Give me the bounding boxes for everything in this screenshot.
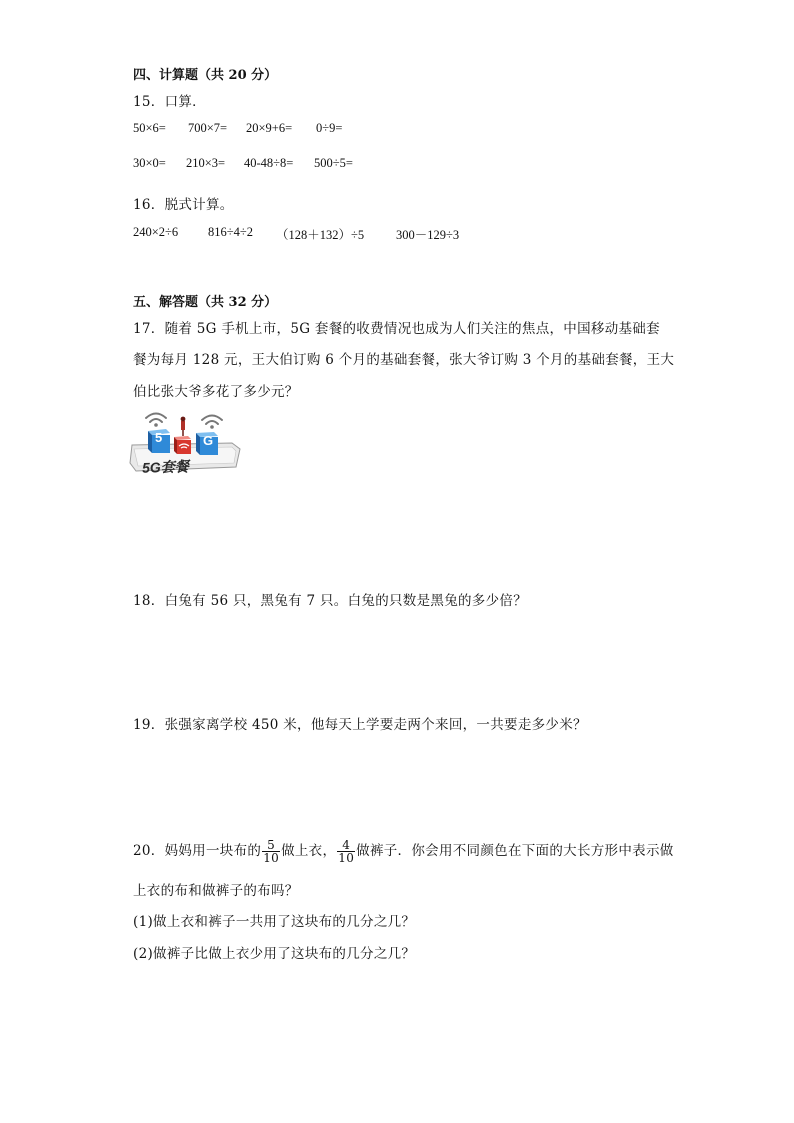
q20-mid: 做上衣， — [281, 843, 337, 859]
q15-item: 500÷5= — [314, 156, 353, 170]
q15-label: 15．口算． — [133, 94, 206, 110]
fraction-denominator: 10 — [338, 851, 355, 865]
q20-suffix: 做裤子．你会用不同颜色在下面的大长方形中表示做 — [356, 843, 674, 859]
q16-item: （128＋132）÷5 — [276, 228, 365, 242]
q20-sub-1: (1)做上衣和裤子一共用了这块布的几分之几？ — [133, 914, 416, 930]
q20-sub-2: (2)做裤子比做上衣少用了这块布的几分之几？ — [133, 946, 416, 962]
q16-item: 240×2÷6 — [133, 225, 179, 239]
fraction-5-10 — [262, 839, 280, 864]
q15-item: 20×9+6= — [246, 121, 293, 135]
cube-letter-5: 5 — [155, 430, 163, 445]
q18-text: 18．白兔有 56 只，黑兔有 7 只。白兔的只数是黑兔的多少倍？ — [133, 593, 528, 609]
q19-text: 19．张强家离学校 450 米，他每天上学要走两个来回，一共要走多少米？ — [133, 717, 587, 733]
fraction-numerator: 4 — [337, 839, 355, 852]
cube-letter-g: G — [203, 433, 214, 448]
q17-line: 餐为每月 128 元，王大伯订购 6 个月的基础套餐，张大爷订购 3 个月的基础套餐，王大 — [133, 352, 675, 368]
q17-line: 17．随着 5G 手机上市，5G 套餐的收费情况也成为人们关注的焦点，中国移动基础套 — [133, 321, 660, 337]
q17-line: 伯比张大爷多花了多少元？ — [133, 384, 299, 400]
5g-package-image — [128, 405, 246, 483]
fraction-4-10 — [337, 839, 355, 864]
q15-item: 210×3= — [186, 156, 226, 170]
5g-package-caption: 5G套餐 — [141, 458, 189, 476]
q16-item: 300－129÷3 — [396, 228, 460, 242]
q15-item: 50×6= — [133, 121, 166, 135]
q15-item: 700×7= — [188, 121, 228, 135]
q15-item: 0÷9= — [316, 121, 343, 135]
q16-label: 16．脱式计算。 — [133, 197, 234, 213]
q20-line-2: 上衣的布和做裤子的布吗？ — [133, 883, 299, 899]
q20-prefix: 20．妈妈用一块布的 — [133, 843, 262, 859]
q15-item: 30×0= — [133, 156, 166, 170]
q16-item: 816÷4÷2 — [208, 225, 253, 239]
section-4-title: 四、计算题（共 20 分） — [133, 68, 278, 83]
fraction-numerator: 5 — [262, 839, 280, 852]
fraction-denominator: 10 — [263, 851, 280, 865]
q20-line-1 — [133, 834, 674, 868]
q15-item: 40-48÷8= — [244, 156, 294, 170]
section-5-title: 五、解答题（共 32 分） — [133, 295, 278, 310]
